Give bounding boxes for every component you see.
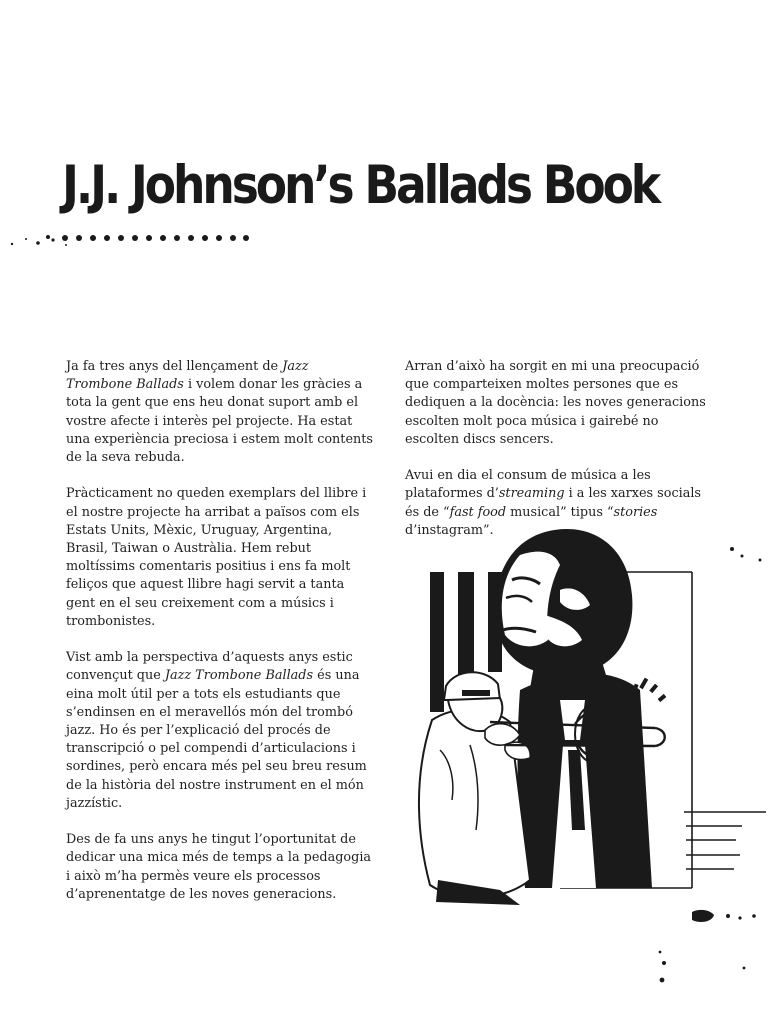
text-run: Des de fa uns anys he tingut l’oportunitat de dedicar una mica més de temps a la pedagogia i això m’ha permès veure els processos d’aprenentatge de les noves generacions. <box>66 832 372 902</box>
emphasized-text: stories <box>613 504 658 520</box>
emphasized-text: streaming <box>498 486 565 502</box>
emphasized-text: fast food <box>449 504 507 520</box>
paragraph <box>66 649 374 813</box>
text-run: d’instagram”. <box>405 522 494 538</box>
decorative-dot-row <box>8 230 258 252</box>
text-run: i volem donar les gràcies a tota la gent que ens heu donat suport amb el vostre afecte i interès pel projecte. Ha estat una experiència preciosa i estem molt contents de la seva rebuda. <box>66 377 373 466</box>
text-run: Ja fa tres anys del llençament de <box>66 359 283 374</box>
text-run: Pràcticament no queden exemplars del llibre i el nostre projecte ha arribat a països com els Estats Units, Mèxic, Uruguay, Argentina, Brasil, Taiwan o Austràlia. Hem rebut moltíssims comentaris positius i ens fa molt feliços que aquest llibre hagi servit a tanta gent en el seu creixement com a músics i trombonistes. <box>66 486 367 629</box>
page-title: J.J. Johnson’s Ballads Book <box>62 155 659 216</box>
paragraph <box>66 358 374 467</box>
jazz-musicians-illustration <box>404 520 768 920</box>
ink-splatter-decoration <box>640 900 768 1000</box>
emphasized-text: Jazz Trombone Ballads <box>66 359 309 393</box>
text-run: Arran d’això ha sorgit en mi una preocupació que comparteixen moltes persones que es dediquen a la docència: les noves generacions escolten molt poca música i gairebé no escolten discs sencers. <box>405 359 706 447</box>
left-text-column <box>66 358 374 922</box>
text-run: musical” tipus “ <box>506 504 614 520</box>
text-run: és una eina molt útil per a tots els estudiants que s’endinsen en el meravellós món del trombó jazz. Ho és per l’explicació del procés de transcripció o pel compendi d’articulacions i sordines, però encara més pel seu breu resum de la història del nostre instrument en el món jazzístic. <box>66 668 367 811</box>
text-run: Avui en dia el consum de música a les plataformes d’ <box>405 468 651 502</box>
text-run: i a les xarxes socials és de “ <box>405 486 701 520</box>
paragraph <box>66 831 374 904</box>
paragraph <box>405 358 715 449</box>
text-run: Vist amb la perspectiva d’aquests anys estic convençut que <box>66 650 353 684</box>
paragraph <box>66 485 374 631</box>
emphasized-text: Jazz Trombone Ballads <box>164 668 314 684</box>
